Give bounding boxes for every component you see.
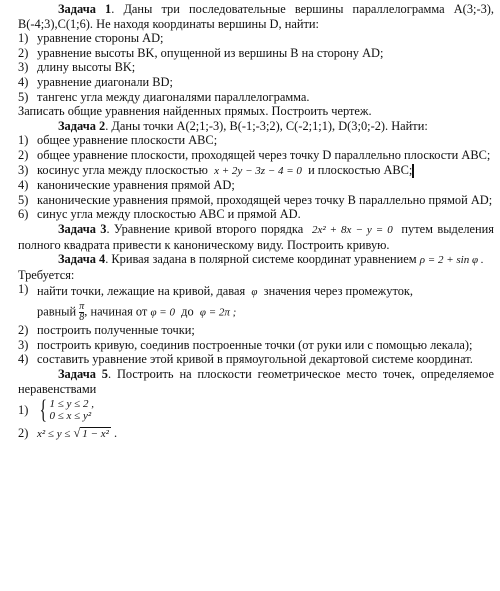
task1-title: Задача 1 [58,2,112,16]
list-item: 4) уравнение диагонали BD; [18,74,173,89]
polar-equation: ρ = 2 + sin φ . [419,254,484,267]
task3-title: Задача 3 [58,221,107,236]
list-item: 6) синус угла между плоскостью ABC и прямой AD. [18,207,301,222]
list-item: 3) построить кривую, соединив построенные точки (от руки или с помощью лекала); [18,337,473,352]
task2-list [18,133,494,222]
list-item: 2) построить полученные точки; [18,323,195,338]
list-item: 1) общее уравнение плоскости ABC; [18,133,218,148]
text-cursor [412,164,414,178]
task4-requires: Требуется: [18,267,75,282]
list-item: 1) найти точки, лежащие на кривой, давая φ значения через промежуток, равный $\frac{\pi}{8}$ , начиная от φ = 0 до φ = 2π ; [18,282,414,324]
task4-list [18,282,494,367]
list-item: 3) длину высоты BK; [18,60,136,75]
task3-text: Задача 3. Уравнение кривой второго порядка 2x² + 8x − y = 0 путем выделения полного квадрата привести к каноническому виду. Построить кривую. [18,221,494,252]
plane-equation: x + 2y − 3z − 4 = 0 [214,164,302,177]
list-item: 1) уравнение стороны AD; [18,31,164,46]
task4-title: Задача 4 [58,252,106,267]
task5-title: Задача 5 [58,367,108,382]
pi-over-8-fraction: $\frac{\pi}{8}$ [79,301,85,324]
list-item: 3) косинус угла между плоскостью x + 2y − 3z − 4 = 0 и плоскостью ABC; [18,162,413,177]
list-item: 5) канонические уравнения прямой, проходящей через точку B параллельно прямой AD; [18,192,493,207]
curve-equation: 2x² + 8x − y = 0 [311,223,393,236]
task2-intro: Задача 2. Даны точки A(2;1;-3), B(-1;-3;2), C(-2;1;1), D(3;0;-2). Найти: [58,118,428,133]
inequality-system-1: 1) { 1 ≤ y ≤ 2 , 0 ≤ x ≤ y² [18,395,94,425]
task4-text: Задача 4. Кривая задана в полярной системе координат уравнением ρ = 2 + sin φ . [58,252,484,267]
list-item: 2) общее уравнение плоскости, проходящей через точку D параллельно плоскости ABC; [18,147,491,162]
task1-outro: Записать общие уравнения найденных прямых. Построить чертеж. [18,104,372,119]
list-item: 4) канонические уравнения прямой AD; [18,178,235,193]
task2-title: Задача 2 [58,118,106,133]
list-item: 4) составить уравнение этой кривой в прямоугольной декартовой системе координат. [18,352,473,367]
task5-text: Задача 5. Построить на плоскости геометрическое место точек, определяемое неравенствами [18,367,494,396]
inequality-2: 2) x² ≤ y ≤ √ 1 − x² . [18,426,118,441]
task1-intro: Задача 1. Даны три последовательные вершины параллелограмма A(3;-3), B(-4;3),C(1;6). Не находя координаты вершины D, найти: [18,2,494,31]
list-item: 5) тангенс угла между диагоналями параллелограмма. [18,89,310,104]
list-item: 2) уравнение высоты BK, опущенной из вершины B на сторону AD; [18,45,384,60]
task1-list [18,31,494,104]
